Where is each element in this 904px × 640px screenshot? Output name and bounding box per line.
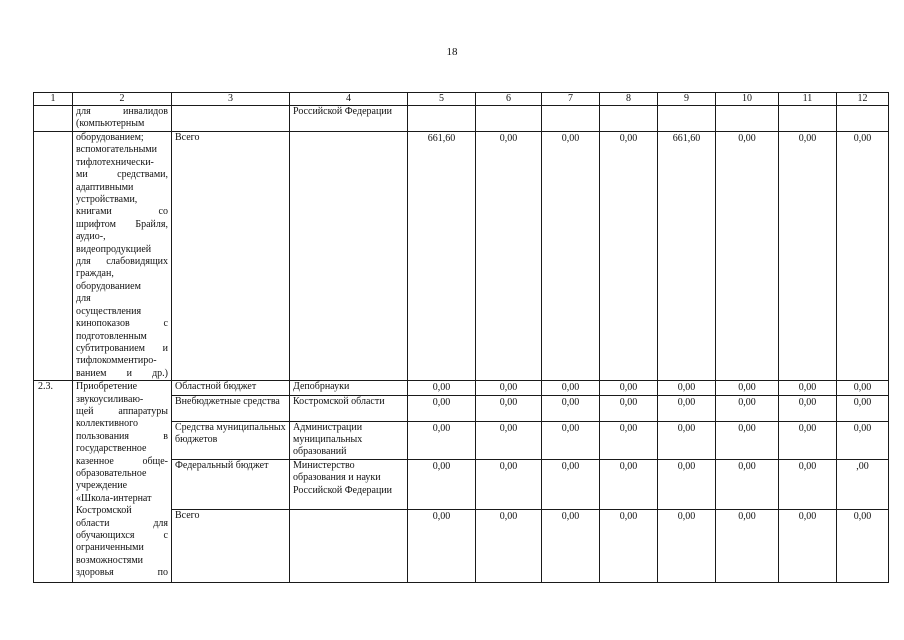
column-header: 10 <box>716 93 779 106</box>
value-cell <box>542 106 600 132</box>
funding-source-cell <box>172 106 290 132</box>
description-line: (компьютерным <box>76 118 145 130</box>
value-cell: 0,00 <box>716 395 779 421</box>
value-cell <box>476 106 542 132</box>
value-cell: 0,00 <box>600 421 658 459</box>
item-description <box>73 106 172 132</box>
value-cell: 0,00 <box>542 381 600 395</box>
item-index-cell <box>34 132 73 381</box>
value-cell: 0,00 <box>476 509 542 582</box>
item-index-cell <box>34 106 73 132</box>
column-header: 11 <box>779 93 837 106</box>
value-cell: 0,00 <box>658 509 716 582</box>
description-line: вспомогательными <box>76 144 157 156</box>
value-cell <box>779 106 837 132</box>
value-cell: 0,00 <box>600 395 658 421</box>
column-header: 4 <box>290 93 408 106</box>
value-cell: 0,00 <box>716 381 779 395</box>
item-description <box>73 381 172 583</box>
funding-source-cell: Всего <box>172 132 290 381</box>
value-cell: ,00 <box>837 459 889 509</box>
item-index-cell: 2.3. <box>34 381 73 583</box>
description-line: подготовленным <box>76 330 147 342</box>
description-line: щей аппаратуры <box>76 405 168 417</box>
value-cell: 0,00 <box>837 395 889 421</box>
description-line: тифлотехнически- <box>76 156 154 168</box>
header-row <box>34 93 889 106</box>
funding-source-cell: Областной бюджет <box>172 381 290 395</box>
description-line: Костромской <box>76 505 132 517</box>
value-cell: 0,00 <box>600 132 658 381</box>
description-line: осуществления <box>76 305 142 317</box>
column-header: 7 <box>542 93 600 106</box>
column-header: 2 <box>73 93 172 106</box>
value-cell: 0,00 <box>779 132 837 381</box>
column-header: 1 <box>34 93 73 106</box>
column-header: 12 <box>837 93 889 106</box>
executor-cell: Администрации муниципальных образований <box>290 421 408 459</box>
budget-table <box>33 92 889 583</box>
value-cell <box>658 106 716 132</box>
funding-source-cell: Внебюджетные средства <box>172 395 290 421</box>
value-cell: 0,00 <box>716 459 779 509</box>
column-header: 3 <box>172 93 290 106</box>
description-line: для <box>76 293 91 305</box>
value-cell: 0,00 <box>779 381 837 395</box>
description-line: «Школа-интернат <box>76 492 152 504</box>
value-cell: 0,00 <box>716 509 779 582</box>
value-cell: 0,00 <box>408 421 476 459</box>
value-cell: 0,00 <box>837 509 889 582</box>
value-cell: 0,00 <box>408 509 476 582</box>
table-row <box>34 106 889 132</box>
value-cell: 0,00 <box>542 509 600 582</box>
value-cell: 0,00 <box>408 395 476 421</box>
description-line: казенное обще- <box>76 455 168 467</box>
column-header: 8 <box>600 93 658 106</box>
funding-source-cell: Средства муниципальных бюджетов <box>172 421 290 459</box>
description-line: аудио-, <box>76 231 106 243</box>
value-cell: 0,00 <box>779 421 837 459</box>
value-cell: 661,60 <box>408 132 476 381</box>
value-cell: 0,00 <box>476 381 542 395</box>
item-description <box>73 132 172 381</box>
description-line: тифлокомментиро- <box>76 355 157 367</box>
value-cell: 0,00 <box>542 395 600 421</box>
value-cell: 0,00 <box>658 381 716 395</box>
table-row <box>34 132 889 381</box>
value-cell: 0,00 <box>476 395 542 421</box>
description-line: области для <box>76 517 168 529</box>
value-cell <box>837 106 889 132</box>
executor-cell <box>290 132 408 381</box>
value-cell: 0,00 <box>658 421 716 459</box>
table-row <box>34 381 889 395</box>
description-line: оборудованием <box>76 280 141 292</box>
description-line: граждан, <box>76 268 114 280</box>
value-cell: 661,60 <box>658 132 716 381</box>
funding-source-cell: Всего <box>172 509 290 582</box>
value-cell: 0,00 <box>476 459 542 509</box>
description-line: для слабовидящих <box>76 256 168 268</box>
value-cell: 0,00 <box>837 381 889 395</box>
executor-cell: Российской Федерации <box>290 106 408 132</box>
description-line: для инвалидов <box>76 106 168 117</box>
description-line: адаптивными <box>76 181 134 193</box>
executor-cell: Министерство образования и науки Российской Федерации <box>290 459 408 509</box>
value-cell: 0,00 <box>658 459 716 509</box>
executor-cell: Костромской области <box>290 395 408 421</box>
description-line: ограниченными <box>76 542 144 554</box>
executor-cell: Депобрнауки <box>290 381 408 395</box>
value-cell: 0,00 <box>476 132 542 381</box>
value-cell <box>408 106 476 132</box>
description-line: устройствами, <box>76 194 138 206</box>
column-header: 5 <box>408 93 476 106</box>
description-line: субтитрованием и <box>76 342 168 354</box>
description-line: Приобретение <box>76 381 138 393</box>
description-line: коллективного <box>76 418 139 430</box>
description-line: видеопродукцией <box>76 243 152 255</box>
value-cell: 0,00 <box>779 459 837 509</box>
description-line: здоровья по <box>76 567 168 579</box>
funding-source-cell: Федеральный бюджет <box>172 459 290 509</box>
column-header: 9 <box>658 93 716 106</box>
description-line: звукоусиливаю- <box>76 393 144 405</box>
description-line: ванием и др.) <box>76 367 168 379</box>
description-line: кинопоказов с <box>76 318 168 330</box>
value-cell: 0,00 <box>476 421 542 459</box>
value-cell: 0,00 <box>600 381 658 395</box>
value-cell: 0,00 <box>658 395 716 421</box>
description-line: книгами со <box>76 206 168 218</box>
value-cell: 0,00 <box>542 459 600 509</box>
executor-cell <box>290 509 408 582</box>
value-cell: 0,00 <box>542 132 600 381</box>
description-line: шрифтом Брайля, <box>76 218 168 230</box>
value-cell: 0,00 <box>779 509 837 582</box>
value-cell <box>716 106 779 132</box>
value-cell: 0,00 <box>408 381 476 395</box>
value-cell: 0,00 <box>716 421 779 459</box>
description-line: пользования в <box>76 430 168 442</box>
description-line: государственное <box>76 443 147 455</box>
value-cell: 0,00 <box>542 421 600 459</box>
value-cell: 0,00 <box>716 132 779 381</box>
value-cell: 0,00 <box>600 459 658 509</box>
value-cell: 0,00 <box>837 132 889 381</box>
page-number: 18 <box>446 46 458 58</box>
value-cell <box>600 106 658 132</box>
description-line: возможностями <box>76 554 144 566</box>
description-line: оборудованием; <box>76 132 144 143</box>
column-header: 6 <box>476 93 542 106</box>
description-line: учреждение <box>76 480 128 492</box>
value-cell: 0,00 <box>779 395 837 421</box>
description-line: ми средствами, <box>76 169 168 181</box>
description-line: образовательное <box>76 467 147 479</box>
value-cell: 0,00 <box>837 421 889 459</box>
value-cell: 0,00 <box>408 459 476 509</box>
description-line: обучающихся с <box>76 530 168 541</box>
value-cell: 0,00 <box>600 509 658 582</box>
